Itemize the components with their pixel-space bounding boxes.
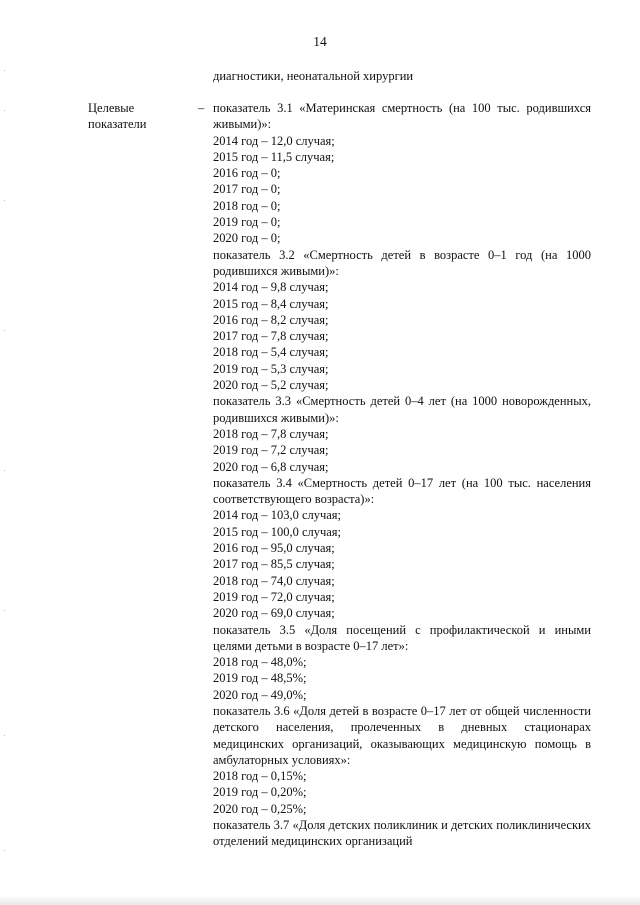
indicator-value: 2014 год – 103,0 случая; (213, 508, 342, 523)
page-number: 14 (313, 34, 327, 49)
indicator-value: 2020 год – 49,0%; (213, 687, 307, 702)
scan-bottom-edge (0, 895, 640, 905)
indicator-value: 2019 год – 5,3 случая; (213, 361, 329, 376)
indicator-block (213, 247, 591, 394)
indicator-block (213, 817, 591, 850)
indicator-value: 2017 год – 85,5 случая; (213, 557, 335, 572)
indicator-value: 2020 год – 6,8 случая; (213, 459, 329, 474)
list-dash: – (198, 101, 205, 115)
indicator-value: 2015 год – 8,4 случая; (213, 296, 329, 311)
indicator-value: 2018 год – 0; (213, 198, 281, 213)
indicator-value: 2014 год – 12,0 случая; (213, 133, 335, 148)
indicator-heading: показатель 3.4 «Смертность детей 0–17 лет (на 100 тыс. населения соответствующего возраста)»: (213, 475, 591, 507)
indicator-value: 2016 год – 0; (213, 166, 281, 181)
indicator-value: 2019 год – 0,20%; (213, 785, 307, 800)
section-label-line: показатели (88, 117, 147, 131)
continuation-text: диагностики, неонатальной хирургии (213, 69, 414, 83)
section-label (88, 100, 200, 132)
indicator-value: 2016 год – 95,0 случая; (213, 541, 335, 556)
indicator-block (213, 475, 591, 622)
indicator-value: 2020 год – 0,25%; (213, 801, 307, 816)
indicator-value: 2018 год – 74,0 случая; (213, 573, 335, 588)
indicator-value: 2015 год – 11,5 случая; (213, 149, 335, 164)
indicator-value: 2018 год – 48,0%; (213, 655, 307, 670)
indicator-value: 2020 год – 69,0 случая; (213, 606, 335, 621)
indicator-value: 2018 год – 5,4 случая; (213, 345, 329, 360)
indicator-value: 2015 год – 100,0 случая; (213, 524, 342, 539)
indicator-heading: показатель 3.5 «Доля посещений с профилактической и иными целями детьми в возрасте 0–17 лет»: (213, 622, 591, 653)
indicator-value: 2016 год – 8,2 случая; (213, 312, 329, 327)
indicator-heading: показатель 3.6 «Доля детей в возрасте 0–17 лет от общей численности детского населения, пролеченных в дневных стационарах медицинских организаций, оказывающих медицинскую помощь в амбулаторных условиях»: (213, 703, 591, 767)
indicator-block (213, 703, 591, 817)
indicator-block (213, 393, 591, 474)
indicator-value: 2018 год – 0,15%; (213, 769, 307, 784)
indicator-heading: показатель 3.3 «Смертность детей 0–4 лет (на 1000 новорожденных, родившихся живыми)»: (213, 394, 591, 425)
indicator-value: 2017 год – 7,8 случая; (213, 329, 329, 344)
indicator-value: 2014 год – 9,8 случая; (213, 280, 329, 295)
indicators-list (213, 100, 591, 850)
indicator-value: 2019 год – 7,2 случая; (213, 443, 329, 458)
indicator-value: 2019 год – 72,0 случая; (213, 589, 335, 604)
indicator-value: 2020 год – 0; (213, 231, 281, 246)
scan-edge-marks (4, 0, 8, 905)
indicator-value: 2019 год – 48,5%; (213, 671, 307, 686)
indicator-value: 2018 год – 7,8 случая; (213, 426, 329, 441)
indicator-heading: показатель 3.7 «Доля детских поликлиник и детских поликлинических отделений медицинских организаций (213, 818, 591, 849)
indicator-value: 2019 год – 0; (213, 215, 281, 230)
indicator-heading: показатель 3.1 «Материнская смертность (на 100 тыс. родившихся живыми)»: (213, 101, 591, 132)
indicator-heading: показатель 3.2 «Смертность детей в возрасте 0–1 год (на 1000 родившихся живыми)»: (213, 247, 591, 278)
indicator-value: 2020 год – 5,2 случая; (213, 378, 329, 393)
indicator-block (213, 622, 591, 703)
indicator-value: 2017 год – 0; (213, 182, 281, 197)
section-label-line: Целевые (88, 101, 135, 115)
indicator-block (213, 100, 591, 247)
